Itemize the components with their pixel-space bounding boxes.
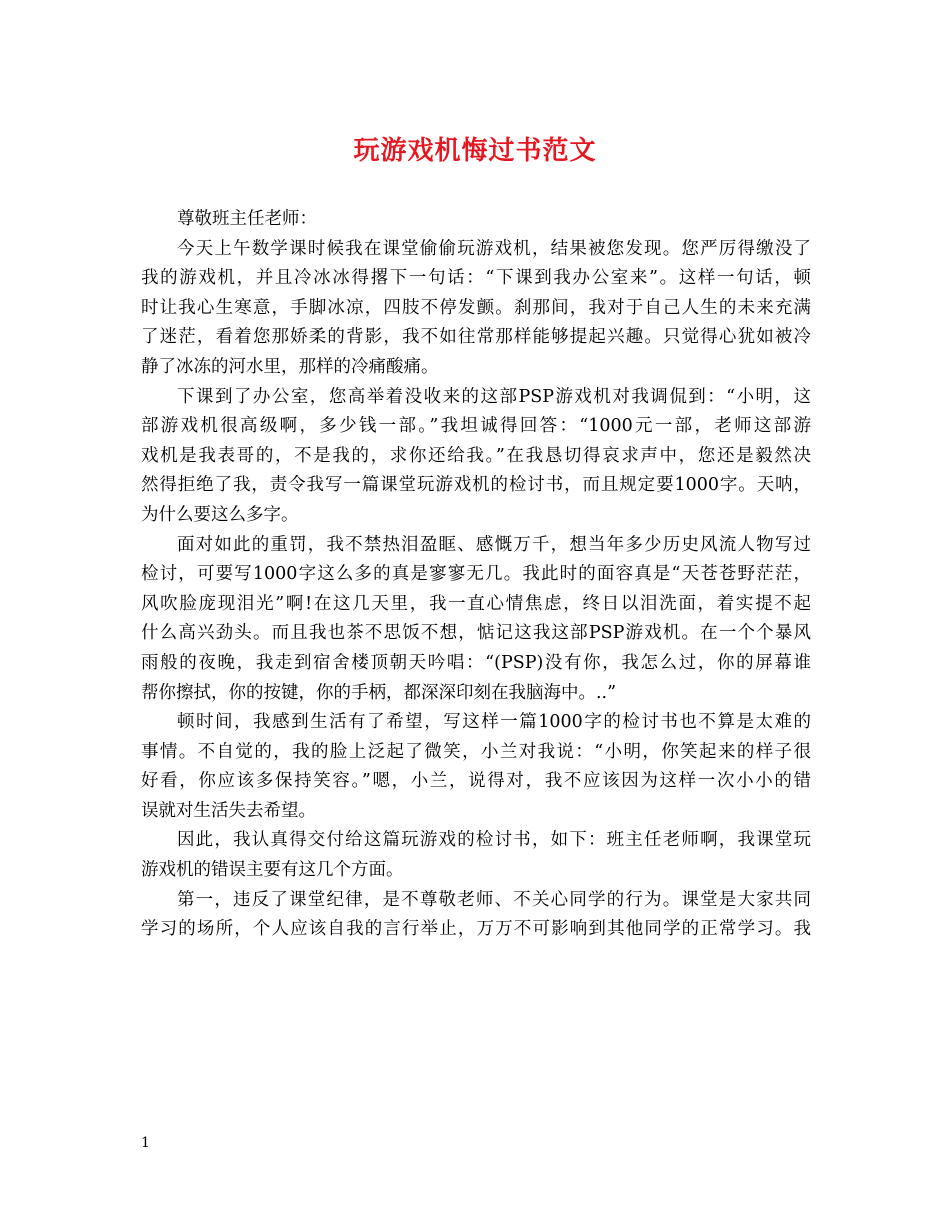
page-number: 1 <box>141 1135 150 1151</box>
text-line: 因此，我认真得交付给这篇玩游戏的检讨书，如下：班主任老师啊，我课堂玩 <box>177 830 811 851</box>
text-line: 游戏机的错误主要有这几个方面。 <box>141 860 404 881</box>
document-body <box>141 205 811 945</box>
text-line: 检讨，可要写1000字这么多的真是寥寥无几。我此时的面容真是“天苍苍野茫茫， <box>141 564 811 585</box>
text-line: 事情。不自觉的，我的脸上泛起了微笑，小兰对我说：“小明，你笑起来的样子很 <box>141 741 811 762</box>
text-line: 静了冰冻的河水里，那样的冷痛酸痛。 <box>141 356 439 377</box>
text-line: 了迷茫，看着您那娇柔的背影，我不如往常那样能够提起兴趣。只觉得心犹如被冷 <box>141 327 811 348</box>
page-title: 玩游戏机悔过书范文 <box>353 136 597 166</box>
text-line: 误就对生活失去希望。 <box>141 800 316 821</box>
text-line: 面对如此的重罚，我不禁热泪盈眶、感慨万千，想当年多少历史风流人物写过 <box>177 534 811 555</box>
text-line: 学习的场所，个人应该自我的言行举止，万万不可影响到其他同学的正常学习。我 <box>141 919 811 940</box>
text-line: 尊敬班主任老师： <box>177 209 317 229</box>
text-line: 今天上午数学课时候我在课堂偷偷玩游戏机，结果被您发现。您严厉得缴没了 <box>177 238 811 259</box>
text-line: 下课到了办公室，您高举着没收来的这部PSP游戏机对我调侃到：“小明，这 <box>177 386 811 407</box>
text-line: 我的游戏机，并且冷冰冰得撂下一句话：“下课到我办公室来”。这样一句话，顿 <box>141 268 811 289</box>
text-line: 帮你擦拭，你的按键，你的手柄，都深深印刻在我脑海中。..” <box>141 682 617 703</box>
text-line: 为什么要这么多字。 <box>141 504 299 525</box>
text-line: 部游戏机很高级啊，多少钱一部。”我坦诚得回答：“1000元一部，老师这部游 <box>141 416 811 437</box>
text-line: 好看，你应该多保持笑容。”嗯，小兰，说得对，我不应该因为这样一次小小的错 <box>141 771 811 792</box>
text-line: 风吹脸庞现泪光”啊!在这几天里，我一直心情焦虑，终日以泪洗面，着实提不起 <box>141 593 811 614</box>
text-line: 然得拒绝了我，责令我写一篇课堂玩游戏机的检讨书，而且规定要1000字。天呐， <box>141 475 811 496</box>
text-line: 雨般的夜晚，我走到宿舍楼顶朝天吟唱：“(PSP)没有你，我怎么过，你的屏幕谁 <box>141 652 811 673</box>
text-line: 顿时间，我感到生活有了希望，写这样一篇1000字的检讨书也不算是太难的 <box>177 712 811 733</box>
text-line: 时让我心生寒意，手脚冰凉，四肢不停发颤。刹那间，我对于自己人生的未来充满 <box>141 297 811 318</box>
text-line: 戏机是我表哥的，不是我的，求你还给我。”在我恳切得哀求声中，您还是毅然决 <box>141 445 811 466</box>
text-line: 第一，违反了课堂纪律，是不尊敬老师、不关心同学的行为。课堂是大家共同 <box>177 889 811 910</box>
text-line: 什么高兴劲头。而且我也茶不思饭不想，惦记这我这部PSP游戏机。在一个个暴风 <box>141 623 811 644</box>
